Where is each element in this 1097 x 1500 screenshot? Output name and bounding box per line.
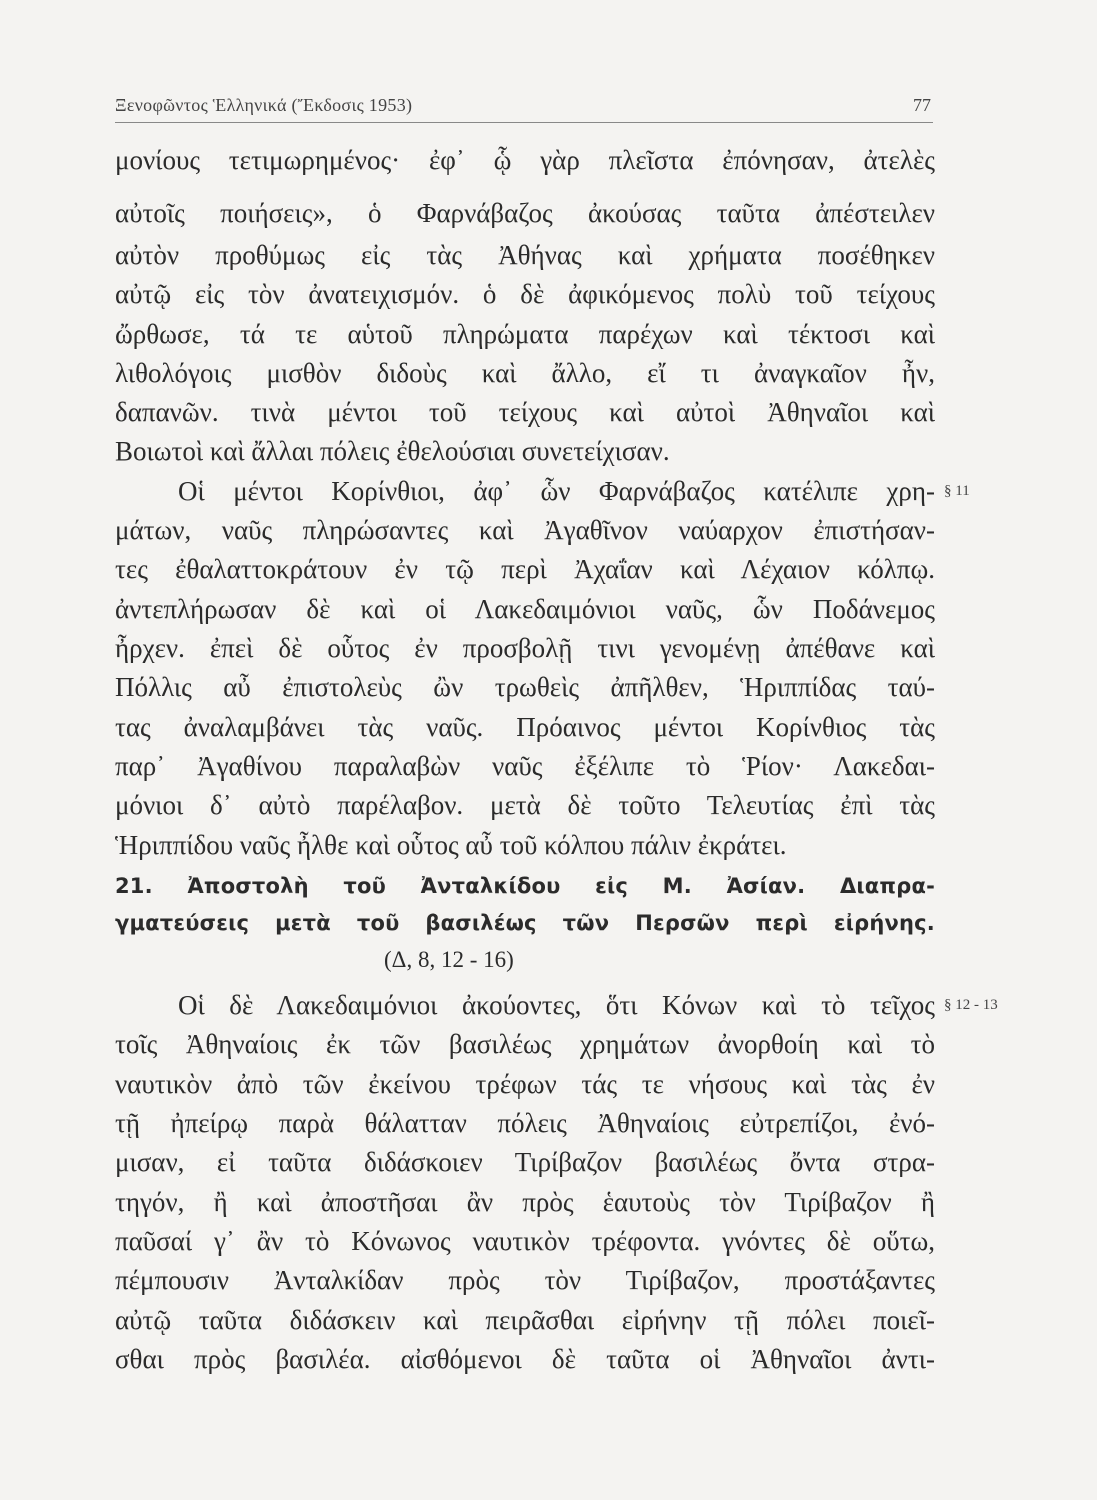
text-line: δαπανῶν. τινὰ μέντοι τοῦ τείχους καὶ αὐτοὶ Ἀθηναῖοι καὶ [115,397,935,427]
text-line: τηγόν, ἢ καὶ ἀποστῆσαι ἂν πρὸς ἑαυτοὺς τὸν Τιρίβαζον ἢ [115,1187,935,1217]
text-line: μόνιοι δ᾽ αὐτὸ παρέλαβον. μετὰ δὲ τοῦτο Τελευτίας ἐπὶ τὰς [115,790,935,820]
text-line: αὐτῷ εἰς τὸν ἀνατειχισμόν. ὁ δὲ ἀφικόμενος πολὺ τοῦ τείχους [115,279,935,309]
text-line: μισαν, εἰ ταῦτα διδάσκοιεν Τιρίβαζον βασιλέως ὄντα στρα- [115,1147,935,1177]
text-line: τες ἐθαλαττοκράτουν ἐν τῷ περὶ Ἀχαΐαν καὶ Λέχαιον κόλπῳ. [115,554,935,584]
text-line: αὐτοῖς ποιήσεις», ὁ Φαρνάβαζος ἀκούσας ταῦτα ἀπέστειλεν [115,198,935,228]
text-line: μάτων, ναῦς πληρώσαντες καὶ Ἀγαθῖνον ναύαρχον ἐπιστήσαν- [115,515,935,545]
text-line: ὤρθωσε, τά τε αὑτοῦ πληρώματα παρέχων καὶ τέκτοσι καὶ [115,319,935,349]
heading-reference: (Δ, 8, 12 - 16) [384,947,514,972]
text-line: παῦσαί γ᾽ ἂν τὸ Κόνωνος ναυτικὸν τρέφοντα. γνόντες δὲ οὕτω, [115,1226,935,1256]
text-line: Ἡριππίδου ναῦς ἦλθε καὶ οὗτος αὖ τοῦ κόλπου πάλιν ἐκράτει. [115,830,787,860]
header-title: Ξενοφῶντος Ἑλληνικά (Ἔκδοσις 1953) [115,95,413,115]
text-line: ἀντεπλήρωσαν δὲ καὶ οἱ Λακεδαιμόνιοι ναῦς, ὧν Ποδάνεμος [115,594,935,624]
text-line: Βοιωτοὶ καὶ ἄλλαι πόλεις ἐθελούσιαι συνετείχισαν. [115,436,670,466]
text-line: αὐτῷ ταῦτα διδάσκειν καὶ πειρᾶσθαι εἰρήνην τῇ πόλει ποιεῖ- [115,1305,935,1335]
margin-note-section: § 11 [944,483,970,499]
text-line: τοῖς Ἀθηναίοις ἐκ τῶν βασιλέως χρημάτων ἀνορθοίη καὶ τὸ [115,1029,935,1059]
text-line: αὐτὸν προθύμως εἰς τὰς Ἀθήνας καὶ χρήματα ποσέθηκεν [115,240,935,270]
text-line: λιθολόγοις μισθὸν διδοὺς καὶ ἄλλο, εἴ τι ἀναγκαῖον ἦν, [115,358,935,388]
text-line: μονίους τετιμωρημένος· ἐφ᾽ ᾧ γὰρ πλεῖστα ἐπόνησαν, ἀτελὲς [115,145,935,175]
text-line: παρ᾽ Ἀγαθίνου παραλαβὼν ναῦς ἐξέλιπε τὸ Ῥίον· Λακεδαι- [115,751,935,781]
margin-note-section: § 12 - 13 [944,997,998,1013]
page-number: 77 [913,95,931,115]
text-line: ναυτικὸν ἀπὸ τῶν ἐκείνου τρέφων τάς τε νήσους καὶ τὰς ἐν [115,1069,935,1099]
text-line: σθαι πρὸς βασιλέα. αἰσθόμενοι δὲ ταῦτα οἱ Ἀθηναῖοι ἀντι- [115,1344,935,1374]
heading-line: γματεύσεις μετὰ τοῦ βασιλέως τῶν Περσῶν περὶ εἰρήνης. [115,911,935,935]
text-line: τῇ ἠπείρῳ παρὰ θάλατταν πόλεις Ἀθηναίοις εὐτρεπίζοι, ἐνό- [115,1108,935,1138]
text-line: Οἱ δὲ Λακεδαιμόνιοι ἀκούοντες, ὅτι Κόνων καὶ τὸ τεῖχος [178,990,935,1020]
text-line: Οἱ μέντοι Κορίνθιοι, ἀφ᾽ ὧν Φαρνάβαζος κατέλιπε χρη- [178,476,935,506]
text-line: τας ἀναλαμβάνει τὰς ναῦς. Πρόαινος μέντοι Κορίνθιος τὰς [115,712,935,742]
text-line: πέμπουσιν Ἀνταλκίδαν πρὸς τὸν Τιρίβαζον, προστάξαντες [115,1265,935,1295]
text-line: ἦρχεν. ἐπεὶ δὲ οὗτος ἐν προσβολῇ τινι γενομένῃ ἀπέθανε καὶ [115,633,935,663]
heading-line: 21. Ἀποστολὴ τοῦ Ἀνταλκίδου εἰς Μ. Ἀσίαν. Διαπρα- [115,874,935,898]
text-line: Πόλλις αὖ ἐπιστολεὺς ὢν τρωθεὶς ἀπῆλθεν, Ἡριππίδας ταύ- [115,672,935,702]
running-header [115,92,933,123]
